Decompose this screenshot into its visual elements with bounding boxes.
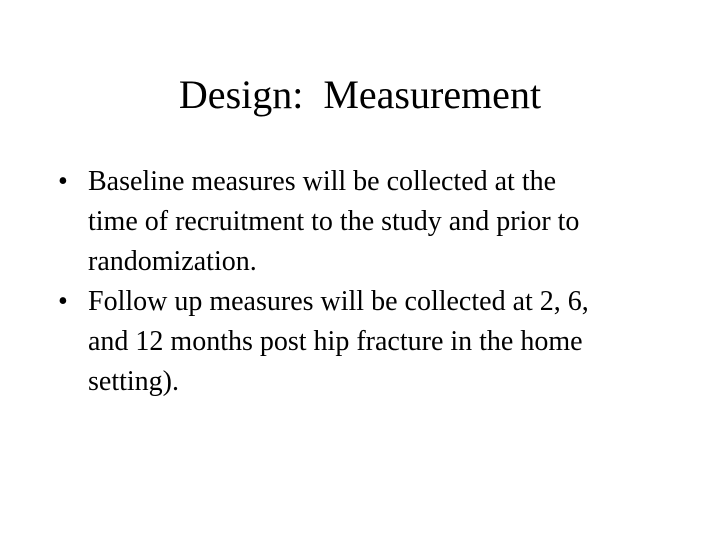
bullet-dot-icon: • <box>58 286 68 317</box>
bullet-line: Baseline measures will be collected at the <box>88 166 557 197</box>
bullet-item-baseline <box>58 162 678 282</box>
bullet-item-follow-up <box>58 282 678 402</box>
slide-title: Design: Measurement <box>178 72 542 117</box>
bullet-line: time of recruitment to the study and prior to <box>88 206 580 237</box>
bullet-list <box>58 162 678 402</box>
bullet-line: setting). <box>88 366 179 397</box>
bullet-dot-icon: • <box>58 166 68 197</box>
bullet-line: Follow up measures will be collected at 2, 6, <box>88 286 589 317</box>
bullet-line: and 12 months post hip fracture in the home <box>88 326 583 357</box>
bullet-line: randomization. <box>88 246 257 277</box>
